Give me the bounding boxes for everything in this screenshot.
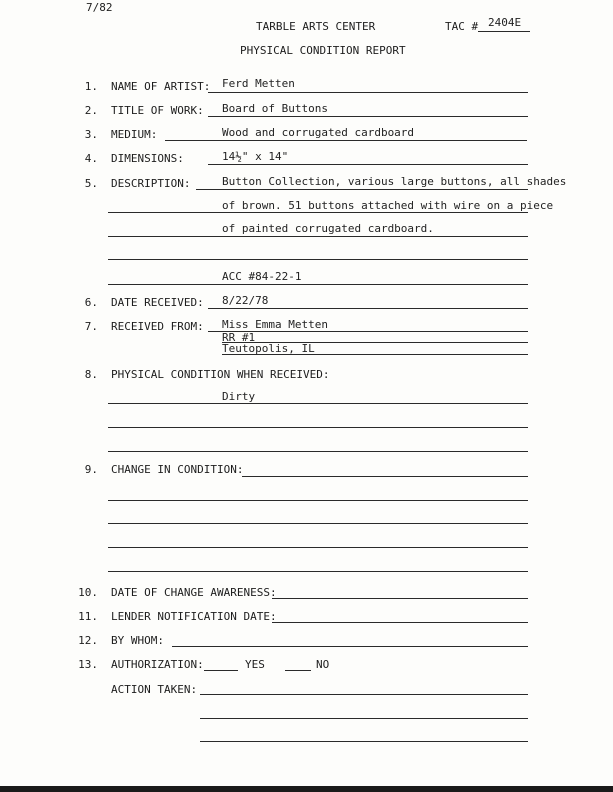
dimensions-value: 14½" x 14" (222, 150, 289, 163)
change-condition-label: CHANGE IN CONDITION: (111, 463, 244, 476)
no-option: NO (316, 658, 330, 671)
tac-label: TAC # (445, 20, 479, 33)
change-rule (108, 523, 528, 524)
change-awareness-label: DATE OF CHANGE AWARENESS: (111, 586, 277, 599)
lender-notification-line (272, 622, 528, 623)
field-number: 4. (84, 152, 98, 165)
field-number: 11. (78, 610, 98, 623)
received-from-line-3: Teutopolis, IL (222, 342, 315, 355)
received-from-rule (222, 354, 528, 355)
action-rule (200, 718, 528, 719)
condition-received-label: PHYSICAL CONDITION WHEN RECEIVED: (111, 368, 330, 381)
field-number: 2. (84, 104, 98, 117)
artist-label: NAME OF ARTIST: (111, 80, 211, 93)
description-line-3: of painted corrugated cardboard. (222, 222, 434, 235)
medium-label: MEDIUM: (111, 128, 158, 141)
change-rule (108, 547, 528, 548)
change-rule (108, 500, 528, 501)
date-received-value: 8/22/78 (222, 294, 269, 307)
description-rule (196, 189, 528, 190)
yes-option: YES (245, 658, 265, 671)
change-awareness-line (272, 598, 528, 599)
by-whom-label: BY WHOM: (111, 634, 164, 647)
field-number: 10. (78, 586, 98, 599)
action-rule (200, 741, 528, 742)
received-from-rule (208, 331, 528, 332)
artist-value: Ferd Metten (222, 77, 295, 90)
corner-date: 7/82 (86, 1, 113, 14)
medium-line (165, 140, 527, 141)
description-rule (108, 284, 528, 285)
dimensions-line (208, 164, 528, 165)
tac-number-line (478, 31, 530, 32)
description-line-2: of brown. 51 buttons attached with wire on a piece (222, 199, 554, 212)
description-rule (108, 236, 528, 237)
authorization-label: AUTHORIZATION: (111, 658, 204, 671)
description-rule (108, 259, 528, 260)
condition-rule (108, 451, 528, 452)
received-from-label: RECEIVED FROM: (111, 320, 204, 333)
field-number: 6. (84, 296, 98, 309)
action-rule (200, 694, 528, 695)
field-number: 13. (78, 658, 98, 671)
scan-bottom-edge (0, 786, 613, 792)
change-rule (242, 476, 528, 477)
accession-number: ACC #84-22-1 (222, 270, 302, 283)
received-from-line-2: RR #1 (222, 331, 256, 344)
medium-value: Wood and corrugated cardboard (222, 126, 415, 139)
field-number: 12. (78, 634, 98, 647)
field-number: 5. (84, 177, 98, 190)
received-from-line-1: Miss Emma Metten (222, 318, 328, 331)
lender-notification-label: LENDER NOTIFICATION DATE: (111, 610, 277, 623)
field-number: 7. (84, 320, 98, 333)
tac-number: 2404E (488, 16, 522, 29)
institution-name: TARBLE ARTS CENTER (256, 20, 376, 33)
field-number: 3. (84, 128, 98, 141)
by-whom-line (172, 646, 528, 647)
field-number: 8. (84, 368, 98, 381)
title-value: Board of Buttons (222, 102, 328, 115)
condition-rule (108, 427, 528, 428)
condition-rule (108, 403, 528, 404)
action-taken-label: ACTION TAKEN: (111, 683, 198, 696)
field-number: 9. (84, 463, 98, 476)
date-received-label: DATE RECEIVED: (111, 296, 204, 309)
title-line (208, 116, 528, 117)
yes-checkbox-line (204, 670, 238, 671)
description-line-1: Button Collection, various large buttons, all shades (222, 175, 567, 188)
title-label: TITLE OF WORK: (111, 104, 204, 117)
artist-line (208, 92, 528, 93)
report-title: PHYSICAL CONDITION REPORT (240, 44, 406, 57)
description-label: DESCRIPTION: (111, 177, 191, 190)
description-rule (108, 212, 528, 213)
dimensions-label: DIMENSIONS: (111, 152, 184, 165)
no-checkbox-line (285, 670, 311, 671)
condition-received-value: Dirty (222, 390, 256, 403)
date-received-line (208, 308, 528, 309)
field-number: 1. (84, 80, 98, 93)
change-rule (108, 571, 528, 572)
